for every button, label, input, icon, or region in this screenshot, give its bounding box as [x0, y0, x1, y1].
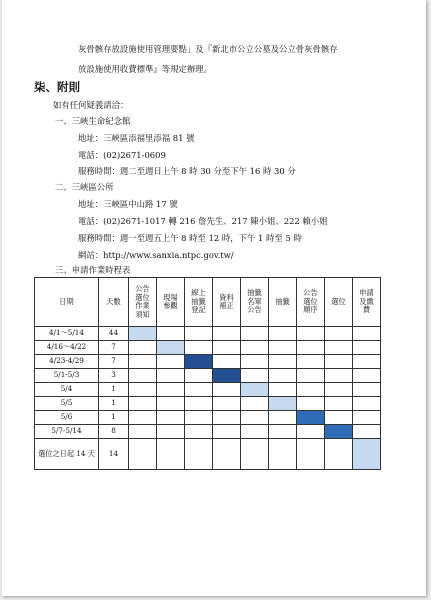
schedule-header-cell: 資料補正 [213, 278, 241, 327]
date-cell: 4/23-4/29 [35, 355, 99, 369]
gantt-cell [353, 327, 381, 341]
schedule-header-cell: 現場參觀 [157, 278, 185, 327]
gantt-cell [297, 439, 325, 470]
gantt-cell [297, 341, 325, 355]
contact1-phone: 電話：(02)2671-0609 [78, 150, 166, 160]
gantt-cell [185, 397, 213, 411]
gantt-cell [297, 369, 325, 383]
gantt-cell [129, 383, 157, 397]
gantt-cell [297, 327, 325, 341]
gantt-cell [297, 355, 325, 369]
gantt-cell [241, 369, 269, 383]
table-row [35, 383, 381, 397]
intro-line-2: 放設施使用收費標準』等規定辦理。 [78, 64, 212, 74]
schedule-header-cell: 公告選位作業須知 [129, 278, 157, 327]
gantt-cell [185, 369, 213, 383]
gantt-cell [157, 425, 185, 439]
days-cell: 14 [99, 439, 129, 470]
gantt-cell [325, 327, 353, 341]
gantt-bar [129, 327, 157, 341]
gantt-bar [325, 425, 353, 439]
gantt-cell [213, 411, 241, 425]
gantt-cell [353, 425, 381, 439]
gantt-cell [269, 369, 297, 383]
gantt-cell [129, 369, 157, 383]
table-row [35, 439, 381, 470]
gantt-cell [129, 411, 157, 425]
schedule-header-cell: 抽籤名單公告 [241, 278, 269, 327]
gantt-cell [185, 383, 213, 397]
schedule-header-row [35, 278, 381, 327]
days-cell: 1 [99, 383, 129, 397]
days-cell: 1 [99, 411, 129, 425]
contact1-heading: 一、三峽生命紀念館 [55, 116, 131, 126]
gantt-cell [213, 397, 241, 411]
days-cell: 8 [99, 425, 129, 439]
gantt-cell [213, 355, 241, 369]
gantt-cell [129, 397, 157, 411]
gantt-cell [325, 341, 353, 355]
contact2-phone: 電話：(02)2671-1017 轉 216 詹先生、217 陳小姐、222 賴小姐 [78, 216, 328, 226]
table-row [35, 327, 381, 341]
gantt-cell [157, 327, 185, 341]
gantt-bar [185, 355, 213, 369]
days-cell: 44 [99, 327, 129, 341]
section-title: 柒、附則 [34, 80, 80, 94]
gantt-cell [157, 439, 185, 470]
intro-line-1: 灰骨骸存放設施使用管理要點」及『新北市公立公墓及公立骨灰骨骸存 [78, 44, 338, 54]
gantt-cell [241, 425, 269, 439]
date-cell: 4/16～4/22 [35, 341, 99, 355]
date-cell: 5/5 [35, 397, 99, 411]
gantt-cell [241, 355, 269, 369]
gantt-cell [325, 411, 353, 425]
schedule-header-cell: 選位 [325, 278, 353, 327]
gantt-cell [157, 369, 185, 383]
gantt-cell [269, 411, 297, 425]
gantt-cell [269, 439, 297, 470]
gantt-cell [241, 439, 269, 470]
gantt-cell [185, 425, 213, 439]
gantt-cell [185, 439, 213, 470]
date-cell: 5/4 [35, 383, 99, 397]
gantt-cell [325, 383, 353, 397]
gantt-cell [213, 327, 241, 341]
gantt-cell [269, 425, 297, 439]
gantt-cell [241, 411, 269, 425]
gantt-cell [157, 397, 185, 411]
schedule-header-cell: 天數 [99, 278, 129, 327]
gantt-cell [325, 439, 353, 470]
gantt-cell [129, 355, 157, 369]
days-cell: 1 [99, 397, 129, 411]
gantt-cell [297, 425, 325, 439]
gantt-cell [129, 439, 157, 470]
gantt-cell [353, 411, 381, 425]
gantt-cell [213, 341, 241, 355]
date-cell: 4/1～5/14 [35, 327, 99, 341]
gantt-cell [297, 397, 325, 411]
gantt-cell [241, 397, 269, 411]
gantt-cell [157, 355, 185, 369]
gantt-cell [297, 383, 325, 397]
gantt-cell [185, 411, 213, 425]
gantt-cell [269, 355, 297, 369]
table-row [35, 355, 381, 369]
gantt-bar [213, 369, 241, 383]
schedule-heading: 三、申請作業時程表 [55, 265, 131, 275]
days-cell: 3 [99, 369, 129, 383]
gantt-cell [353, 397, 381, 411]
table-row [35, 411, 381, 425]
gantt-cell [157, 383, 185, 397]
contact1-address: 地址：三峽區添福里添福 81 號 [78, 133, 195, 143]
gantt-cell [353, 355, 381, 369]
gantt-cell [213, 425, 241, 439]
gantt-cell [157, 411, 185, 425]
gantt-cell [325, 397, 353, 411]
section-subtitle: 如有任何疑義請洽： [53, 100, 129, 110]
gantt-cell [241, 341, 269, 355]
contact1-hours: 服務時間：週二至週日上午 8 時 30 分至下午 16 時 30 分 [78, 166, 296, 176]
days-cell: 7 [99, 341, 129, 355]
schedule-header-cell: 公告選位順序 [297, 278, 325, 327]
table-row [35, 397, 381, 411]
gantt-cell [269, 383, 297, 397]
date-cell: 選位之日起 14 天 [35, 439, 99, 470]
document-page [2, 0, 426, 596]
gantt-cell [129, 425, 157, 439]
gantt-cell [269, 327, 297, 341]
gantt-bar [241, 383, 269, 397]
gantt-cell [325, 355, 353, 369]
table-row [35, 369, 381, 383]
gantt-bar [269, 397, 297, 411]
gantt-cell [185, 327, 213, 341]
days-cell: 7 [99, 355, 129, 369]
gantt-cell [213, 383, 241, 397]
table-row [35, 425, 381, 439]
gantt-bar [353, 439, 381, 470]
gantt-bar [157, 341, 185, 355]
contact2-hours: 服務時間：週一至週五上午 8 時至 12 時，下午 1 時至 5 時 [78, 233, 302, 243]
schedule-header-cell: 線上抽籤登記 [185, 278, 213, 327]
contact2-address: 地址：三峽區中山路 17 號 [78, 199, 178, 209]
contact2-website: 網站：http://www.sanxia.ntpc.gov.tw/ [78, 250, 234, 260]
schedule-header-cell: 申請及繳費 [353, 278, 381, 327]
gantt-cell [213, 439, 241, 470]
date-cell: 5/7-5/14 [35, 425, 99, 439]
gantt-cell [353, 341, 381, 355]
gantt-cell [185, 341, 213, 355]
table-row [35, 341, 381, 355]
gantt-cell [241, 327, 269, 341]
schedule-header-cell: 抽籤 [269, 278, 297, 327]
gantt-cell [325, 369, 353, 383]
date-cell: 5/6 [35, 411, 99, 425]
gantt-cell [129, 341, 157, 355]
contact2-heading: 二、三峽區公所 [55, 182, 114, 192]
gantt-cell [353, 383, 381, 397]
date-cell: 5/1-5/3 [35, 369, 99, 383]
schedule-table [34, 277, 381, 470]
gantt-bar [297, 411, 325, 425]
gantt-cell [269, 341, 297, 355]
gantt-cell [353, 369, 381, 383]
schedule-header-cell: 日期 [35, 278, 99, 327]
